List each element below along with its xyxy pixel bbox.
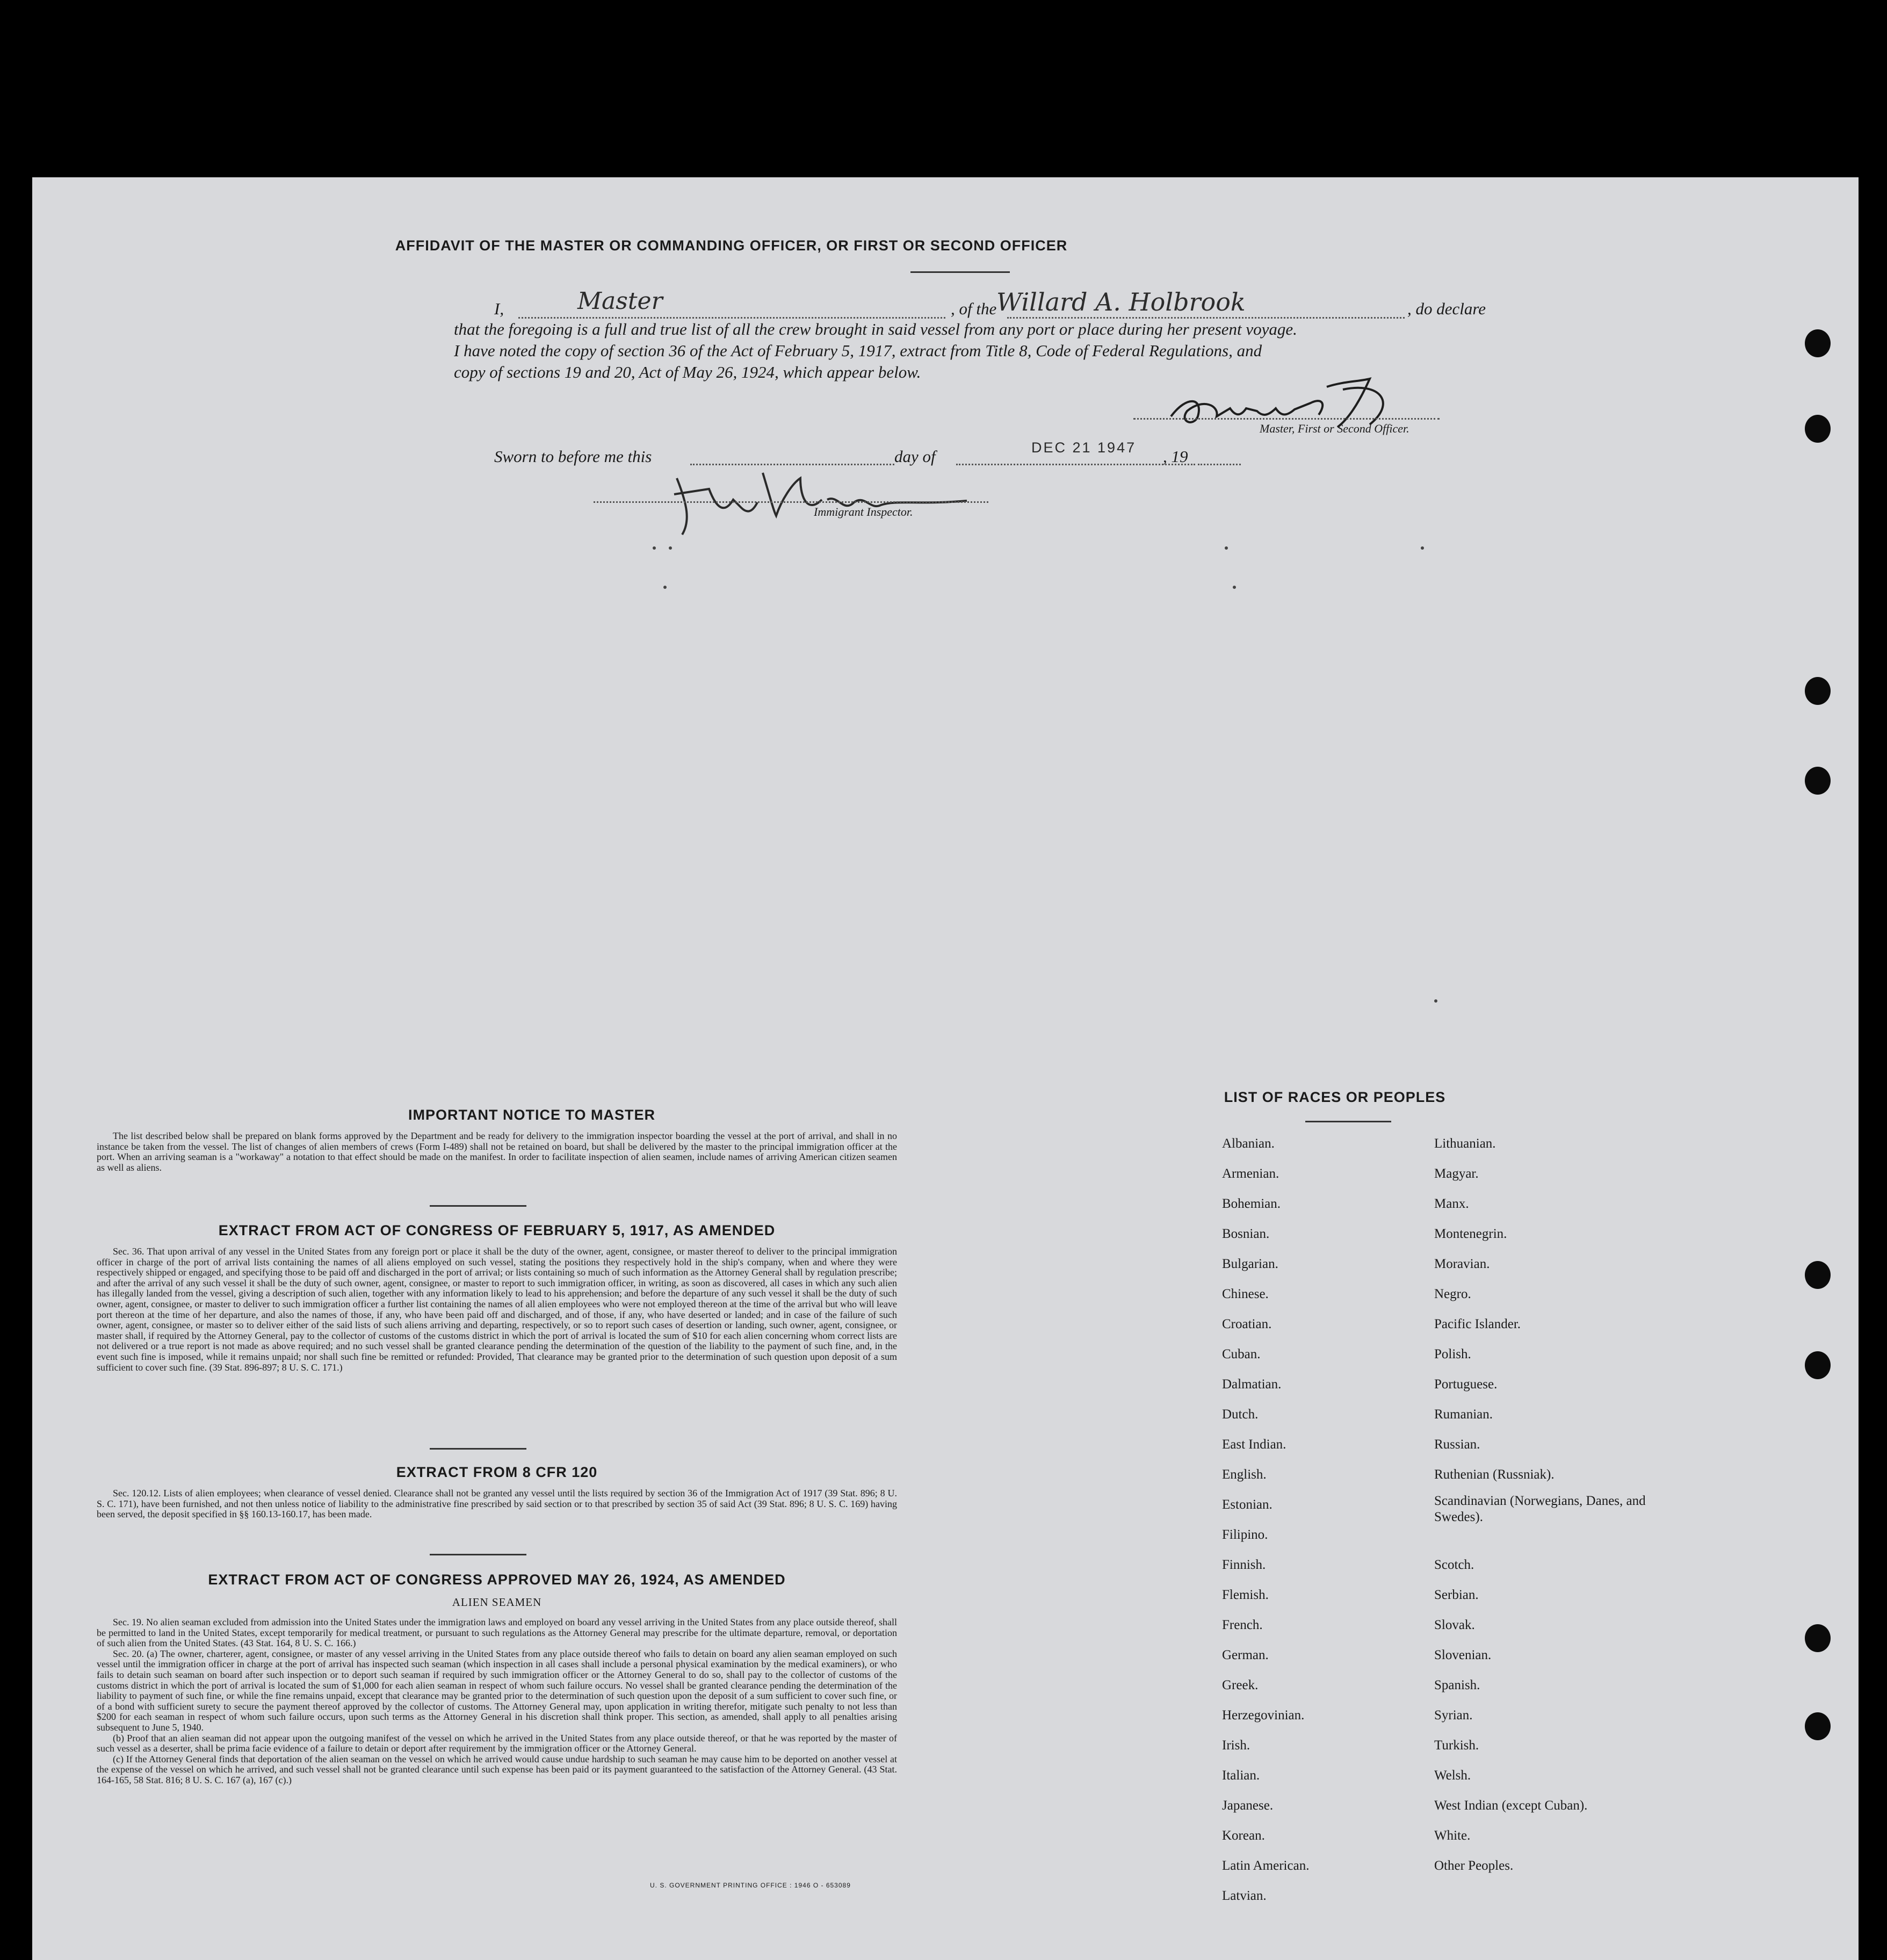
binder-hole bbox=[1805, 1261, 1831, 1289]
affidavit-of-the-label: , of the bbox=[951, 299, 997, 318]
binder-hole bbox=[1805, 329, 1831, 357]
notice-title: IMPORTANT NOTICE TO MASTER bbox=[408, 1107, 655, 1123]
race-item: Ruthenian (Russniak). bbox=[1434, 1467, 1555, 1482]
race-item: Croatian. bbox=[1222, 1317, 1272, 1331]
race-item: Lithuanian. bbox=[1434, 1136, 1496, 1151]
race-item: Irish. bbox=[1222, 1738, 1250, 1753]
sworn-year-line bbox=[1198, 464, 1241, 465]
master-name-handwritten: Master bbox=[577, 287, 663, 315]
affidavit-title: AFFIDAVIT OF THE MASTER OR COMMANDING OFFICER, OR FIRST OR SECOND OFFICER bbox=[395, 237, 1068, 254]
race-item: Estonian. bbox=[1222, 1497, 1273, 1512]
extract-cfr-title: EXTRACT FROM 8 CFR 120 bbox=[396, 1464, 598, 1480]
binder-hole bbox=[1805, 415, 1831, 443]
race-item: Korean. bbox=[1222, 1828, 1265, 1843]
race-item: Albanian. bbox=[1222, 1136, 1275, 1151]
race-item: Finnish. bbox=[1222, 1558, 1266, 1572]
extract-1924-title: EXTRACT FROM ACT OF CONGRESS APPROVED MAY 26, 1924, AS AMENDED bbox=[208, 1572, 786, 1588]
section-rule bbox=[430, 1554, 526, 1555]
race-item: Italian. bbox=[1222, 1768, 1260, 1783]
signature-line bbox=[1133, 418, 1440, 420]
race-item: Dalmatian. bbox=[1222, 1377, 1282, 1392]
faint-mark bbox=[669, 546, 672, 550]
races-title: LIST OF RACES OR PEOPLES bbox=[1224, 1089, 1446, 1105]
race-item: Slovenian. bbox=[1434, 1648, 1492, 1662]
document-page bbox=[32, 177, 1859, 1960]
race-item: Portuguese. bbox=[1434, 1377, 1498, 1392]
race-item: Scandinavian (Norwegians, Danes, and Swedes). bbox=[1434, 1494, 1646, 1524]
printing-office-footer: U. S. GOVERNMENT PRINTING OFFICE : 1946 O - 653089 bbox=[650, 1882, 851, 1889]
faint-mark bbox=[1233, 586, 1236, 589]
race-item: East Indian. bbox=[1222, 1437, 1286, 1452]
affidavit-line-4: copy of sections 19 and 20, Act of May 26, 1924, which appear below. bbox=[454, 363, 921, 381]
race-item: German. bbox=[1222, 1648, 1269, 1662]
races-title-rule bbox=[1305, 1121, 1391, 1122]
faint-mark bbox=[1434, 999, 1437, 1003]
race-item: Moravian. bbox=[1434, 1257, 1490, 1271]
race-item: Magyar. bbox=[1434, 1166, 1479, 1181]
race-item: Turkish. bbox=[1434, 1738, 1479, 1753]
race-item: Pacific Islander. bbox=[1434, 1317, 1521, 1331]
race-item: French. bbox=[1222, 1618, 1263, 1632]
sec-20a-text: Sec. 20. (a) The owner, charterer, agent, consignee, or master of any vessel arriving in the United States from any place outside thereof who fails to detain on board any alien seaman employed on such vessel until the immigration officer in charge at the port of arrival has inspected such seaman (which inspection in all cases shall include a personal physical examination by the medical examiners), or who fails to detain such seaman on board after such inspection or to deport such seaman if required by such immigration officer or the Attorney General to do so, shall pay to the collector of customs of the customs district in which the port of arrival is located the sum of $1,000 for each alien seaman in respect of whom such failure occurs. No vessel shall be granted clearance pending the determination of the liability to payment of such fine, or while the fine remains unpaid, except that clearance may be granted prior to the determination of such question upon the deposit of a sum sufficient to cover such fine, or of a bond with sufficient surety to secure the payment thereof approved by the collector of customs. The Attorney General may, upon application in writing therefor, mitigate such penalty to not less than $200 for each seaman in respect of whom such failure occurs, upon such terms as the Attorney General in his discretion shall think proper. This section, as amended, shall apply to all penalties arising subsequent to June 5, 1940. bbox=[97, 1648, 897, 1733]
section-rule bbox=[430, 1205, 526, 1207]
race-item: Latvian. bbox=[1222, 1889, 1267, 1903]
title-rule bbox=[910, 271, 1010, 273]
inspector-line bbox=[594, 501, 988, 503]
date-stamp: DEC 21 1947 bbox=[1031, 439, 1137, 456]
race-item: Japanese. bbox=[1222, 1798, 1274, 1813]
affidavit-line-2: that the foregoing is a full and true list of all the crew brought in said vessel from any port or place during her present voyage. bbox=[454, 320, 1297, 338]
faint-mark bbox=[1421, 546, 1424, 550]
race-item: Scotch. bbox=[1434, 1558, 1474, 1572]
extract-cfr-text: Sec. 120.12. Lists of alien employees; when clearance of vessel denied. Clearance shall not be granted any vessel until the lists required by section 36 of the Immigration Act of 1917 (39 Stat. 896; 8 U. S. C. 171), have been furnished, and not then unless notice of liability to the administrative fine prescribed by said section or to that prescribed by section 35 of said Act (39 Stat. 896; 8 U. S. C. 169) having been served, the deposit specified in §§ 160.13-160.17, has been made. bbox=[97, 1488, 897, 1520]
faint-mark bbox=[653, 546, 656, 550]
race-item: Bosnian. bbox=[1222, 1227, 1270, 1241]
sworn-label: Sworn to before me this bbox=[494, 447, 652, 466]
extract-cfr-paragraph bbox=[97, 1488, 897, 1520]
race-item: Slovak. bbox=[1434, 1618, 1475, 1632]
race-item: Bohemian. bbox=[1222, 1197, 1281, 1211]
race-item: Syrian. bbox=[1434, 1708, 1473, 1723]
binder-hole bbox=[1805, 677, 1831, 705]
race-item: Chinese. bbox=[1222, 1287, 1269, 1301]
race-item: Bulgarian. bbox=[1222, 1257, 1278, 1271]
race-item: Montenegrin. bbox=[1434, 1227, 1507, 1241]
binder-hole bbox=[1805, 1712, 1831, 1740]
race-item: Polish. bbox=[1434, 1347, 1471, 1361]
faint-mark bbox=[1225, 546, 1228, 550]
race-item: Manx. bbox=[1434, 1197, 1469, 1211]
binder-hole bbox=[1805, 767, 1831, 795]
race-item: Spanish. bbox=[1434, 1678, 1480, 1692]
race-item: Dutch. bbox=[1222, 1407, 1259, 1422]
day-of-label: day of bbox=[894, 447, 936, 466]
sec-20c-text: (c) If the Attorney General finds that deportation of the alien seaman on the vessel on which he arrived would cause undue hardship to such seaman he may cause him to be deported on another vessel at the expense of the vessel on which he arrived, and such vessel shall not be granted clearance until such expense has been paid or its payment guaranteed to the satisfaction of the Attorney General. (43 Stat. 164-165, 58 Stat. 816; 8 U. S. C. 167 (a), 167 (c).) bbox=[97, 1753, 897, 1785]
race-item: Welsh. bbox=[1434, 1768, 1471, 1783]
signature-caption: Master, First or Second Officer. bbox=[1260, 422, 1409, 435]
vessel-name-handwritten: Willard A. Holbrook bbox=[996, 287, 1246, 316]
binder-hole bbox=[1805, 1351, 1831, 1379]
extract-1924-paragraph bbox=[97, 1617, 897, 1786]
year-label: , 19 bbox=[1163, 447, 1188, 466]
race-item: West Indian (except Cuban). bbox=[1434, 1798, 1588, 1813]
inspector-signature bbox=[666, 462, 999, 537]
sec-19-text: Sec. 19. No alien seaman excluded from admission into the United States under the immigration laws and employed on board any vessel arriving in the United States from any place outside thereof, shall be permitted to land in the United States, except temporarily for medical treatment, or pursuant to such regulations as the Attorney General may prescribe for the ultimate departure, removal, or deportation of such alien from the United States. (43 Stat. 164, 8 U. S. C. 166.) bbox=[97, 1617, 897, 1649]
section-rule bbox=[430, 1448, 526, 1450]
race-item: Cuban. bbox=[1222, 1347, 1261, 1361]
extract-1917-text: Sec. 36. That upon arrival of any vessel in the United States from any foreign port or place it shall be the duty of the owner, agent, consignee, or master thereof to deliver to the principal immigration officer in charge of the port of arrival lists containing the names of all aliens employed on such vessel, stating the positions they respectively hold in the ship's company, when and where they were respectively shipped or engaged, and specifying those to be paid off and discharged in the port of arrival; or lists containing so much of such information as the Attorney General shall by regulation prescribe; and after the arrival of any such vessel it shall be the duty of such owner, agent, consignee, or master to report to such immigration officer, in writing, as soon as discovered, all cases in which any such alien has illegally landed from the vessel, giving a description of such alien, together with any information likely to lead to his apprehension; and before the departure of any such vessel it shall be the duty of such owner, agent, consignee, or master to deliver to such immigration officer a further list containing the names of all alien employees who were not employed thereon at the time of the arrival but who will leave port thereon at the time of her departure, and also the names of those, if any, who have been paid off and discharged, and of those, if any, who have deserted or landed; and in case of the failure of such owner, agent, consignee, or master so to deliver either of the said lists of such aliens arriving and departing, respectively, or so to report such cases of desertion or landing, such owner, agent, consignee, or master shall, if required by the Attorney General, pay to the collector of customs of the customs district in which the port of arrival is located the sum of $10 for each alien concerning whom correct lists are not delivered or a true report is not made as above required; and no such vessel shall be granted clearance pending the determination of the question of the liability to the payment of such fine, and, in the event such fine is imposed, while it remains unpaid; nor shall such fine be remitted or refunded: Provided, That clearance may be granted prior to the determination of such question upon deposit of a sum sufficient to cover such fine. (39 Stat. 896-897; 8 U. S. C. 171.) bbox=[97, 1246, 897, 1373]
race-item: Other Peoples. bbox=[1434, 1858, 1514, 1873]
race-item: White. bbox=[1434, 1828, 1471, 1843]
notice-text: The list described below shall be prepared on blank forms approved by the Department and be ready for delivery to the immigration inspector boarding the vessel at the port of arrival, and shall in no instance be taken from the vessel. The list of changes of alien members of crews (Form I-489) shall not be retained on board, but shall be delivered by the master to the principal immigration officer at the port. When an arriving seaman is a "workaway" a notation to that effect should be made on the manifest. In order to facilitate inspection of alien seamen, include names of arriving American citizen seamen as well as aliens. bbox=[97, 1130, 897, 1173]
race-item: Herzegovinian. bbox=[1222, 1708, 1305, 1723]
extract-1917-title: EXTRACT FROM ACT OF CONGRESS OF FEBRUARY 5, 1917, AS AMENDED bbox=[218, 1222, 776, 1238]
extract-1917-paragraph bbox=[97, 1246, 897, 1373]
notice-paragraph bbox=[97, 1131, 897, 1173]
affidavit-i-label: I, bbox=[494, 299, 504, 318]
race-item: Flemish. bbox=[1222, 1588, 1269, 1602]
binder-hole bbox=[1805, 1624, 1831, 1652]
race-item: Armenian. bbox=[1222, 1166, 1279, 1181]
faint-mark bbox=[663, 586, 667, 589]
race-item: Negro. bbox=[1434, 1287, 1471, 1301]
race-item: Filipino. bbox=[1222, 1527, 1268, 1542]
sec-20b-text: (b) Proof that an alien seaman did not appear upon the outgoing manifest of the vessel on which he arrived in the United States from any place outside thereof, or that he was reported by the master of such vessel as a deserter, shall be prima facie evidence of a failure to detain or deport after requirement by the immigration officer or the Attorney General. bbox=[97, 1732, 897, 1754]
race-item: Rumanian. bbox=[1434, 1407, 1493, 1422]
race-item: Greek. bbox=[1222, 1678, 1259, 1692]
affidavit-declare-label: , do declare bbox=[1407, 299, 1486, 318]
race-item: Russian. bbox=[1434, 1437, 1480, 1452]
affidavit-line-3: I have noted the copy of section 36 of the Act of February 5, 1917, extract from Title 8, Code of Federal Regulations, and bbox=[454, 341, 1262, 360]
race-item: Latin American. bbox=[1222, 1858, 1310, 1873]
race-item: Serbian. bbox=[1434, 1588, 1479, 1602]
alien-seamen-subtitle: ALIEN SEAMEN bbox=[452, 1596, 542, 1609]
race-item: English. bbox=[1222, 1467, 1267, 1482]
inspector-caption: Immigrant Inspector. bbox=[814, 505, 913, 518]
